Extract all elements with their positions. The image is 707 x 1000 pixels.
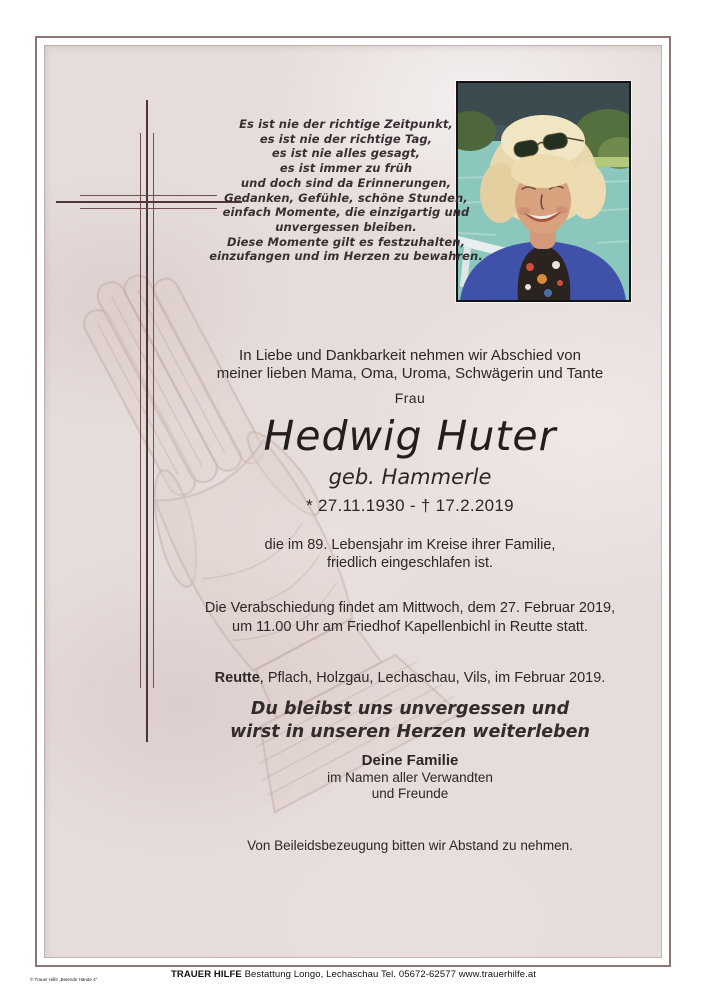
farewell-line: wirst in unseren Herzen weiterleben: [230, 722, 590, 742]
card-frame: [35, 36, 671, 967]
poem-line: es ist nie der richtige Tag,: [259, 131, 433, 146]
footer-info: Bestattung Longo, Lechaschau Tel. 05672-62577 www.trauerhilfe.at: [241, 969, 537, 980]
poem-line: einzufangen und im Herzen zu bewahren.: [209, 249, 483, 264]
poem-line: Diese Momente gilt es festzuhalten,: [226, 234, 466, 249]
funeral-line: Die Verabschiedung findet am Mittwoch, dem 27. Februar 2019,: [204, 600, 616, 616]
passing-text: [160, 536, 660, 572]
passing-line: die im 89. Lebensjahr im Kreise ihrer Familie,: [264, 537, 556, 553]
deceased-name: Hedwig Huter: [263, 412, 557, 460]
poem-line: einfach Momente, die einzigartig und: [222, 205, 470, 220]
poem-line: es ist nie alles gesagt,: [271, 146, 421, 161]
family-line: und Freunde: [371, 785, 449, 801]
places-rest: , Pflach, Holzgau, Lechaschau, Vils, im Februar 2019.: [259, 670, 606, 686]
farewell-line: Du bleibst uns unvergessen und: [250, 699, 570, 719]
poem-line: es ist immer zu früh: [279, 161, 413, 176]
passing-line: friedlich eingeschlafen ist.: [326, 555, 494, 571]
intro-line: In Liebe und Dankbarkeit nehmen wir Abschied von: [239, 347, 581, 364]
family-detail: [160, 770, 660, 801]
condolence-note: Von Beileidsbezeugung bitten wir Abstand zu nehmen.: [247, 838, 573, 853]
funeral-line: um 11.00 Uhr am Friedhof Kapellenbichl in Reutte statt.: [232, 618, 588, 635]
places-line: [160, 670, 660, 686]
places-bold: Reutte: [214, 670, 260, 686]
card-content: [44, 45, 662, 958]
poem-line: unvergessen bleiben.: [275, 219, 417, 234]
intro-text: [160, 347, 660, 383]
birth-death-dates: * 27.11.1930 - † 17.2.2019: [306, 496, 514, 515]
funeral-home-footer: [0, 969, 707, 980]
poem-block: [190, 117, 502, 264]
farewell-verse: [160, 698, 660, 744]
footer-brand: TRAUER HILFE: [170, 969, 242, 980]
copyright-note: © Trauer Hilfe „Betende Hände 4“: [30, 977, 98, 982]
salutation: Frau: [394, 390, 426, 406]
poem-line: Gedanken, Gefühle, schöne Stunden,: [224, 190, 468, 205]
maiden-name: geb. Hammerle: [328, 465, 492, 489]
poem-line: und doch sind da Erinnerungen,: [240, 175, 452, 190]
family-line: im Namen aller Verwandten: [327, 770, 493, 785]
intro-line: meiner lieben Mama, Oma, Uroma, Schwägerin und Tante: [216, 365, 604, 382]
funeral-info: [160, 599, 660, 636]
poem-line: Es ist nie der richtige Zeitpunkt,: [239, 117, 453, 131]
family-signature: Deine Familie: [361, 752, 459, 769]
